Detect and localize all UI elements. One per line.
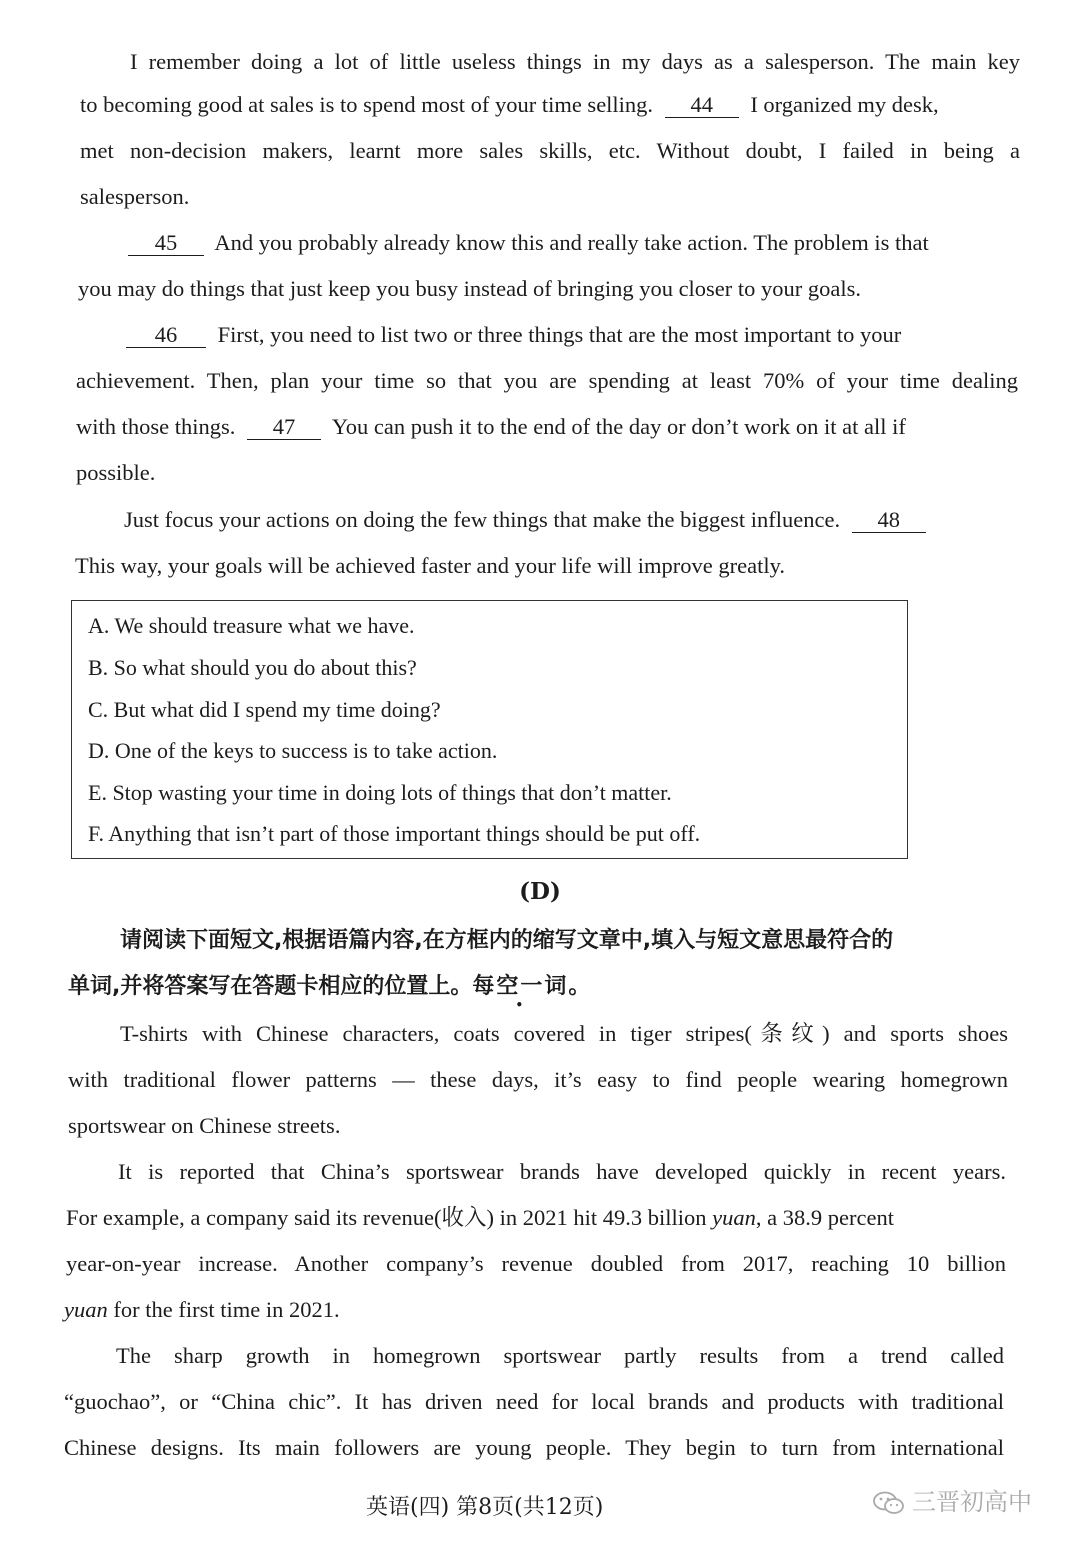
text-span: For example, a company said its revenue(收入) in 2021 hit 49.3 billion — [66, 1205, 707, 1230]
text-span: 单词,并将答案写在答题卡相应的位置上。 — [68, 974, 473, 999]
passage-line — [66, 1203, 1006, 1233]
blank-48[interactable]: 48 — [852, 508, 926, 533]
text-span: First, you need to list two or three things that are the most important to your — [217, 322, 902, 347]
option-c[interactable]: C. But what did I spend my time doing? — [88, 697, 441, 722]
passage-line: It is reported that China’s sportswear brands have developed quickly in recent years. — [118, 1159, 1006, 1184]
section-heading: (D) — [519, 878, 561, 905]
option-f[interactable]: F. Anything that isn’t part of those important things should be put off. — [88, 821, 701, 846]
text-span: Just focus your actions on doing the few things that make the biggest influence. — [124, 507, 841, 532]
blank-47[interactable]: 47 — [247, 415, 321, 440]
passage-line — [124, 505, 1020, 535]
passage-line — [126, 320, 1020, 350]
passage-line: This way, your goals will be achieved faster and your life will improve greatly. — [75, 553, 785, 578]
wechat-icon — [872, 1491, 906, 1515]
text-span: with those things. — [76, 414, 236, 439]
option-a[interactable]: A. We should treasure what we have. — [88, 613, 415, 638]
text-span: And you probably already know this and really take action. The problem is that — [214, 230, 929, 255]
watermark-text: 三晋初高中 — [912, 1488, 1032, 1516]
passage-line — [76, 412, 1020, 442]
passage-line: T-shirts with Chinese characters, coats covered in tiger stripes(条纹) and sports shoes — [120, 1021, 1008, 1046]
passage-line: Chinese designs. Its main followers are young people. They begin to turn from international — [64, 1435, 1004, 1460]
italic-yuan: yuan — [712, 1205, 756, 1230]
blank-46[interactable]: 46 — [126, 323, 206, 348]
option-b[interactable]: B. So what should you do about this? — [88, 655, 417, 680]
emphasis-text: 每空一词 — [472, 974, 569, 999]
passage-line — [128, 228, 1020, 258]
page-footer: 英语(四) 第8页(共12页) — [366, 1495, 604, 1520]
option-d[interactable]: D. One of the keys to success is to take action. — [88, 738, 498, 763]
text-span: for the first time in 2021. — [113, 1297, 340, 1322]
passage-line: The sharp growth in homegrown sportswear partly results from a trend called — [116, 1343, 1004, 1368]
passage-line: possible. — [76, 460, 156, 485]
options-box — [71, 600, 908, 859]
passage-line: “guochao”, or “China chic”. It has driven need for local brands and products with traditional — [64, 1389, 1004, 1414]
watermark — [872, 1482, 1032, 1517]
text-span: to becoming good at sales is to spend most of your time selling. — [80, 92, 654, 117]
passage-line: I remember doing a lot of little useless things in my days as a salesperson. The main key — [130, 49, 1020, 74]
text-span: , a 38.9 percent — [755, 1205, 894, 1230]
instruction-line: 请阅读下面短文,根据语篇内容,在方框内的缩写文章中,填入与短文意思最符合的 — [120, 928, 894, 953]
italic-yuan: yuan — [64, 1297, 108, 1322]
passage-line — [64, 1295, 340, 1325]
text-span: 。 — [568, 974, 591, 999]
instruction-line — [68, 972, 590, 1002]
passage-line: met non-decision makers, learnt more sales skills, etc. Without doubt, I failed in being a — [80, 138, 1020, 163]
blank-44[interactable]: 44 — [665, 93, 739, 118]
passage-line: with traditional flower patterns — these days, it’s easy to find people wearing homegrown — [68, 1067, 1008, 1092]
text-span: I organized my desk, — [750, 92, 939, 117]
passage-line: achievement. Then, plan your time so that you are spending at least 70% of your time dealing — [76, 368, 1018, 393]
text-span: You can push it to the end of the day or don’t work on it at all if — [331, 414, 906, 439]
passage-line: sportswear on Chinese streets. — [68, 1113, 341, 1138]
option-e[interactable]: E. Stop wasting your time in doing lots of things that don’t matter. — [88, 780, 672, 805]
passage-line — [80, 90, 1020, 120]
passage-line: you may do things that just keep you busy instead of bringing you closer to your goals. — [78, 276, 862, 301]
passage-line: year-on-year increase. Another company’s revenue doubled from 2017, reaching 10 billion — [66, 1251, 1006, 1276]
passage-line: salesperson. — [80, 184, 190, 209]
blank-45[interactable]: 45 — [128, 231, 204, 256]
